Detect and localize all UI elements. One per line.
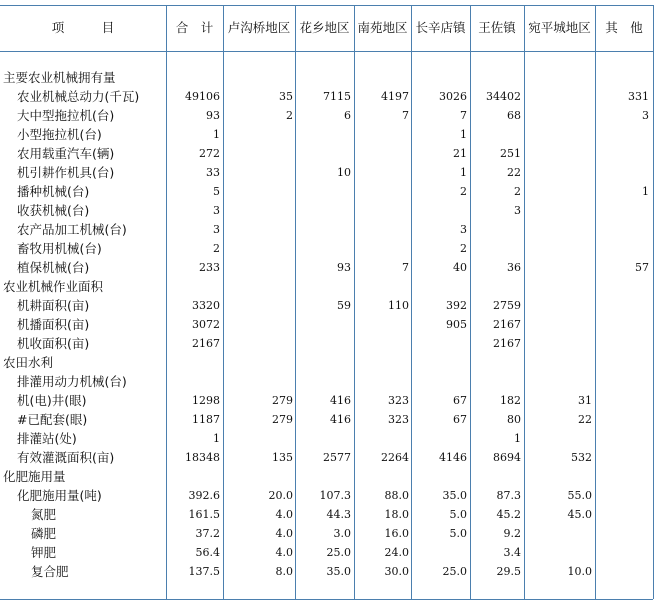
cell-value: 5.0 [449,508,467,521]
cell-value: 2577 [323,451,351,464]
cell-value: 161.5 [188,508,220,521]
cell-value: 7 [402,261,409,274]
cell-value: 80 [507,413,521,426]
cell-value: 392.6 [188,489,220,502]
section-row [0,353,653,372]
cell-value: 7 [460,109,467,122]
cell-value: 25.0 [442,565,467,578]
cell-value: 59 [337,299,351,312]
table-row [0,182,653,201]
cell-value: 35 [279,90,293,103]
cell-value: 36 [507,261,521,274]
cell-value: 45.2 [496,508,521,521]
table-row [0,429,653,448]
row-label: 农用载重汽车(辆) [17,146,115,161]
cell-value: 30.0 [384,565,409,578]
cell-value: 3320 [192,299,220,312]
cell-value: 20.0 [268,489,293,502]
cell-value: 2 [460,185,467,198]
cell-value: 110 [388,299,409,312]
table-row [0,144,653,163]
cell-value: 2264 [381,451,409,464]
row-label: 农业机械作业面积 [3,279,104,294]
row-label: 钾肥 [31,545,57,560]
cell-value: 88.0 [384,489,409,502]
cell-value: 279 [272,413,293,426]
row-label: 机(电)井(眼) [17,393,87,408]
row-label: 复合肥 [31,564,69,579]
table-row [0,239,653,258]
row-label: 排灌站(处) [17,431,77,446]
cell-value: 251 [500,147,521,160]
cell-value: 2167 [493,318,521,331]
table-row [0,562,653,581]
cell-value: 2 [213,242,220,255]
table-row [0,296,653,315]
row-label: 化肥施用量 [3,469,66,484]
cell-value: 3 [213,223,220,236]
header-nanyuan: 南苑地区 [357,20,408,35]
cell-value: 93 [337,261,351,274]
cell-value: 7115 [323,90,351,103]
header-lugouqiao: 卢沟桥地区 [227,20,291,35]
cell-value: 323 [388,413,409,426]
cell-value: 67 [453,413,467,426]
cell-value: 49106 [185,90,220,103]
cell-value: 1187 [192,413,220,426]
cell-value: 3 [642,109,649,122]
cell-value: 272 [199,147,220,160]
row-label: 氮肥 [31,507,57,522]
cell-value: 1 [213,432,220,445]
row-label: #已配套(眼) [17,412,88,427]
cell-value: 31 [578,394,592,407]
cell-value: 57 [635,261,649,274]
row-label: 播种机械(台) [17,184,90,199]
cell-value: 8694 [493,451,521,464]
cell-value: 45.0 [567,508,592,521]
cell-value: 55.0 [567,489,592,502]
cell-value: 323 [388,394,409,407]
table-row [0,258,653,277]
table-row [0,163,653,182]
table-row [0,125,653,144]
cell-value: 1 [642,185,649,198]
cell-value: 44.3 [326,508,351,521]
cell-value: 3026 [439,90,467,103]
cell-value: 1 [460,166,467,179]
header-other: 其 他 [605,20,643,35]
cell-value: 137.5 [188,565,220,578]
cell-value: 4197 [381,90,409,103]
row-divider [0,599,653,600]
table-row [0,201,653,220]
section-row [0,277,653,296]
row-label: 畜牧用机械(台) [17,241,102,256]
cell-value: 6 [344,109,351,122]
cell-value: 4.0 [275,508,293,521]
header-total: 合 计 [175,20,214,35]
table-row [0,87,653,106]
table-row [0,334,653,353]
row-label: 机引耕作机具(台) [17,165,115,180]
cell-value: 18348 [185,451,220,464]
row-label: 排灌用动力机械(台) [17,374,127,389]
row-label: 小型拖拉机(台) [17,127,102,142]
table-row [0,524,653,543]
cell-value: 10.0 [567,565,592,578]
cell-value: 392 [446,299,467,312]
cell-value: 8.0 [275,565,293,578]
table-row [0,543,653,562]
row-label: 农田水利 [3,355,54,370]
cell-value: 3.0 [333,527,351,540]
cell-value: 3.4 [503,546,521,559]
table-row [0,315,653,334]
row-label: 化肥施用量(吨) [17,488,102,503]
header-item: 项 目 [51,20,115,35]
cell-value: 29.5 [496,565,521,578]
cell-value: 331 [628,90,649,103]
cell-value: 5.0 [449,527,467,540]
cell-value: 22 [578,413,592,426]
cell-value: 10 [337,166,351,179]
header-wangzuo: 王佐镇 [478,20,516,35]
cell-value: 3072 [192,318,220,331]
row-label: 收获机械(台) [17,203,90,218]
cell-value: 1298 [192,394,220,407]
row-label: 大中型拖拉机(台) [17,108,115,123]
table-row [0,486,653,505]
cell-value: 1 [460,128,467,141]
table-row [0,448,653,467]
cell-value: 532 [571,451,592,464]
cell-value: 416 [330,413,351,426]
cell-value: 18.0 [384,508,409,521]
cell-value: 182 [500,394,521,407]
cell-value: 68 [507,109,521,122]
cell-value: 24.0 [384,546,409,559]
cell-value: 4.0 [275,546,293,559]
row-label: 机耕面积(亩) [17,298,90,313]
cell-value: 40 [453,261,467,274]
cell-value: 233 [199,261,220,274]
cell-value: 279 [272,394,293,407]
cell-value: 87.3 [496,489,521,502]
row-label: 主要农业机械拥有量 [3,70,116,85]
cell-value: 9.2 [503,527,521,540]
cell-value: 2 [514,185,521,198]
table-row [0,391,653,410]
row-divider [0,5,653,6]
cell-value: 416 [330,394,351,407]
cell-value: 2167 [192,337,220,350]
cell-value: 3 [213,204,220,217]
cell-value: 2 [460,242,467,255]
cell-value: 93 [206,109,220,122]
cell-value: 67 [453,394,467,407]
table-row [0,372,653,391]
cell-value: 3 [460,223,467,236]
table-row [0,410,653,429]
row-label: 磷肥 [31,526,57,541]
cell-value: 7 [402,109,409,122]
cell-value: 2 [286,109,293,122]
table-row [0,106,653,125]
row-label: 机播面积(亩) [17,317,90,332]
table-row [0,505,653,524]
table-row [0,220,653,239]
cell-value: 16.0 [384,527,409,540]
section-row [0,68,653,87]
cell-value: 35.0 [326,565,351,578]
cell-value: 35.0 [442,489,467,502]
cell-value: 107.3 [319,489,351,502]
header-changxindian: 长辛店镇 [415,20,466,35]
cell-value: 56.4 [195,546,220,559]
cell-value: 4.0 [275,527,293,540]
row-label: 农产品加工机械(台) [17,222,127,237]
cell-value: 2759 [493,299,521,312]
column-divider [653,5,654,599]
row-label: 机收面积(亩) [17,336,90,351]
section-row [0,467,653,486]
row-divider [0,51,653,52]
cell-value: 905 [446,318,467,331]
cell-value: 2167 [493,337,521,350]
cell-value: 1 [514,432,521,445]
row-label: 植保机械(台) [17,260,90,275]
header-huaxiang: 花乡地区 [299,20,350,35]
cell-value: 37.2 [195,527,220,540]
cell-value: 21 [453,147,467,160]
cell-value: 33 [206,166,220,179]
cell-value: 3 [514,204,521,217]
cell-value: 4146 [439,451,467,464]
header-wanpingcheng: 宛平城地区 [528,20,591,35]
cell-value: 34402 [486,90,521,103]
row-label: 有效灌溉面积(亩) [17,450,115,465]
cell-value: 5 [213,185,220,198]
cell-value: 1 [213,128,220,141]
cell-value: 135 [272,451,293,464]
cell-value: 25.0 [326,546,351,559]
row-label: 农业机械总动力(千瓦) [17,89,140,104]
cell-value: 22 [507,166,521,179]
